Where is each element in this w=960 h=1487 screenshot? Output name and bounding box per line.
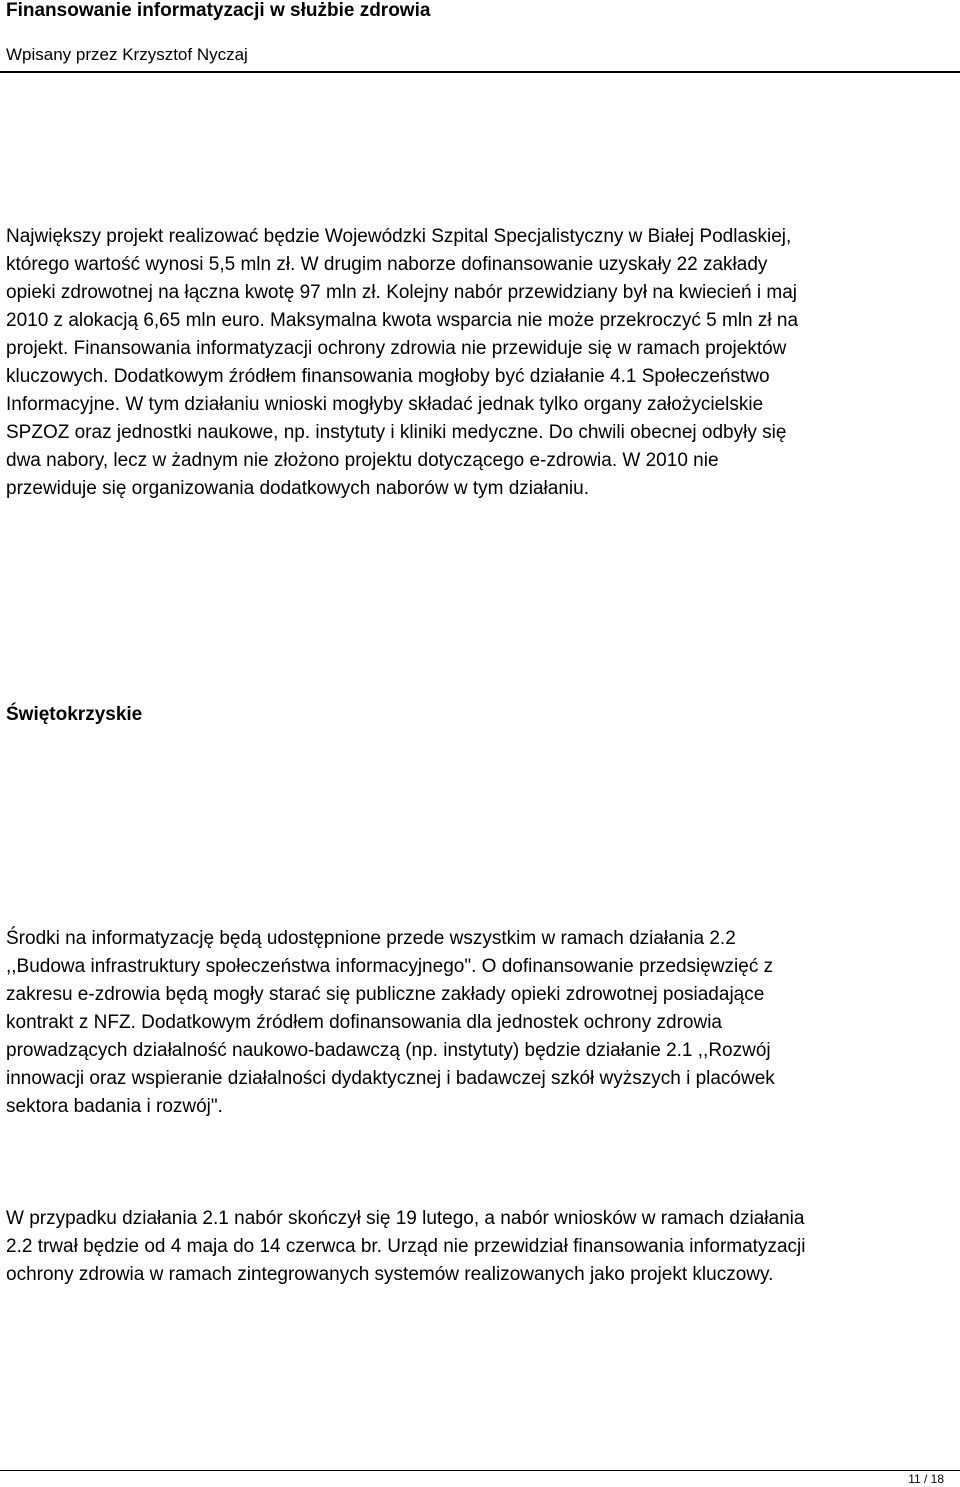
paragraph-3 <box>6 1205 956 1289</box>
header-divider <box>0 71 960 73</box>
paragraph-line: dwa nabory, lecz w żadnym nie złożono projektu dotyczącego e-zdrowia. W 2010 nie <box>6 450 719 471</box>
paragraph-2 <box>6 925 956 1121</box>
paragraph-line: W przypadku działania 2.1 nabór skończył się 19 lutego, a nabór wniosków w ramach działania <box>6 1208 805 1229</box>
paragraph-line: ochrony zdrowia w ramach zintegrowanych systemów realizowanych jako projekt kluczowy. <box>6 1264 774 1285</box>
page-number: 11 / 18 <box>908 1472 944 1486</box>
paragraph-line: Największy projekt realizować będzie Wojewódzki Szpital Specjalistyczny w Białej Podlaskiej, <box>6 226 792 247</box>
paragraph-line: sektora badania i rozwój". <box>6 1096 223 1117</box>
paragraph-line: Informacyjne. W tym działaniu wnioski mogłyby składać jednak tylko organy założycielskie <box>6 394 764 415</box>
paragraph-line: 2010 z alokacją 6,65 mln euro. Maksymalna kwota wsparcia nie może przekroczyć 5 mln zł na <box>6 310 799 331</box>
paragraph-line: którego wartość wynosi 5,5 mln zł. W drugim naborze dofinansowanie uzyskały 22 zakłady <box>6 254 768 275</box>
paragraph-line: innowacji oraz wspieranie działalności dydaktycznej i badawczej szkół wyższych i placówek <box>6 1068 775 1089</box>
paragraph-line: kontrakt z NFZ. Dodatkowym źródłem dofinansowania dla jednostek ochrony zdrowia <box>6 1012 722 1033</box>
paragraph-line: opieki zdrowotnej na łączna kwotę 97 mln zł. Kolejny nabór przewidziany był na kwiecień i maj <box>6 282 798 303</box>
paragraph-line: projekt. Finansowania informatyzacji ochrony zdrowia nie przewiduje się w ramach projektów <box>6 338 787 359</box>
footer-divider <box>0 1470 960 1471</box>
paragraph-line: ,,Budowa infrastruktury społeczeństwa informacyjnego". O dofinansowanie przedsięwzięć z <box>6 956 774 977</box>
author-line: Wpisany przez Krzysztof Nyczaj <box>6 45 248 64</box>
document-title: Finansowanie informatyzacji w służbie zdrowia <box>6 0 431 21</box>
paragraph-line: 2.2 trwał będzie od 4 maja do 14 czerwca br. Urząd nie przewidział finansowania informatyzacji <box>6 1236 806 1257</box>
paragraph-line: przewiduje się organizowania dodatkowych naborów w tym działaniu. <box>6 478 589 499</box>
paragraph-1 <box>6 223 956 503</box>
paragraph-line: Środki na informatyzację będą udostępnione przede wszystkim w ramach działania 2.2 <box>6 928 736 949</box>
paragraph-line: SPZOZ oraz jednostki naukowe, np. instytuty i kliniki medyczne. Do chwili obecnej odbyły się <box>6 422 787 443</box>
paragraph-line: kluczowych. Dodatkowym źródłem finansowania mogłoby być działanie 4.1 Społeczeństwo <box>6 366 770 387</box>
paragraph-line: zakresu e-zdrowia będą mogły starać się publiczne zakłady opieki zdrowotnej posiadające <box>6 984 765 1005</box>
paragraph-line: prowadzących działalność naukowo-badawczą (np. instytuty) będzie działanie 2.1 ,,Rozwój <box>6 1040 771 1061</box>
section-heading: Świętokrzyskie <box>6 704 143 725</box>
